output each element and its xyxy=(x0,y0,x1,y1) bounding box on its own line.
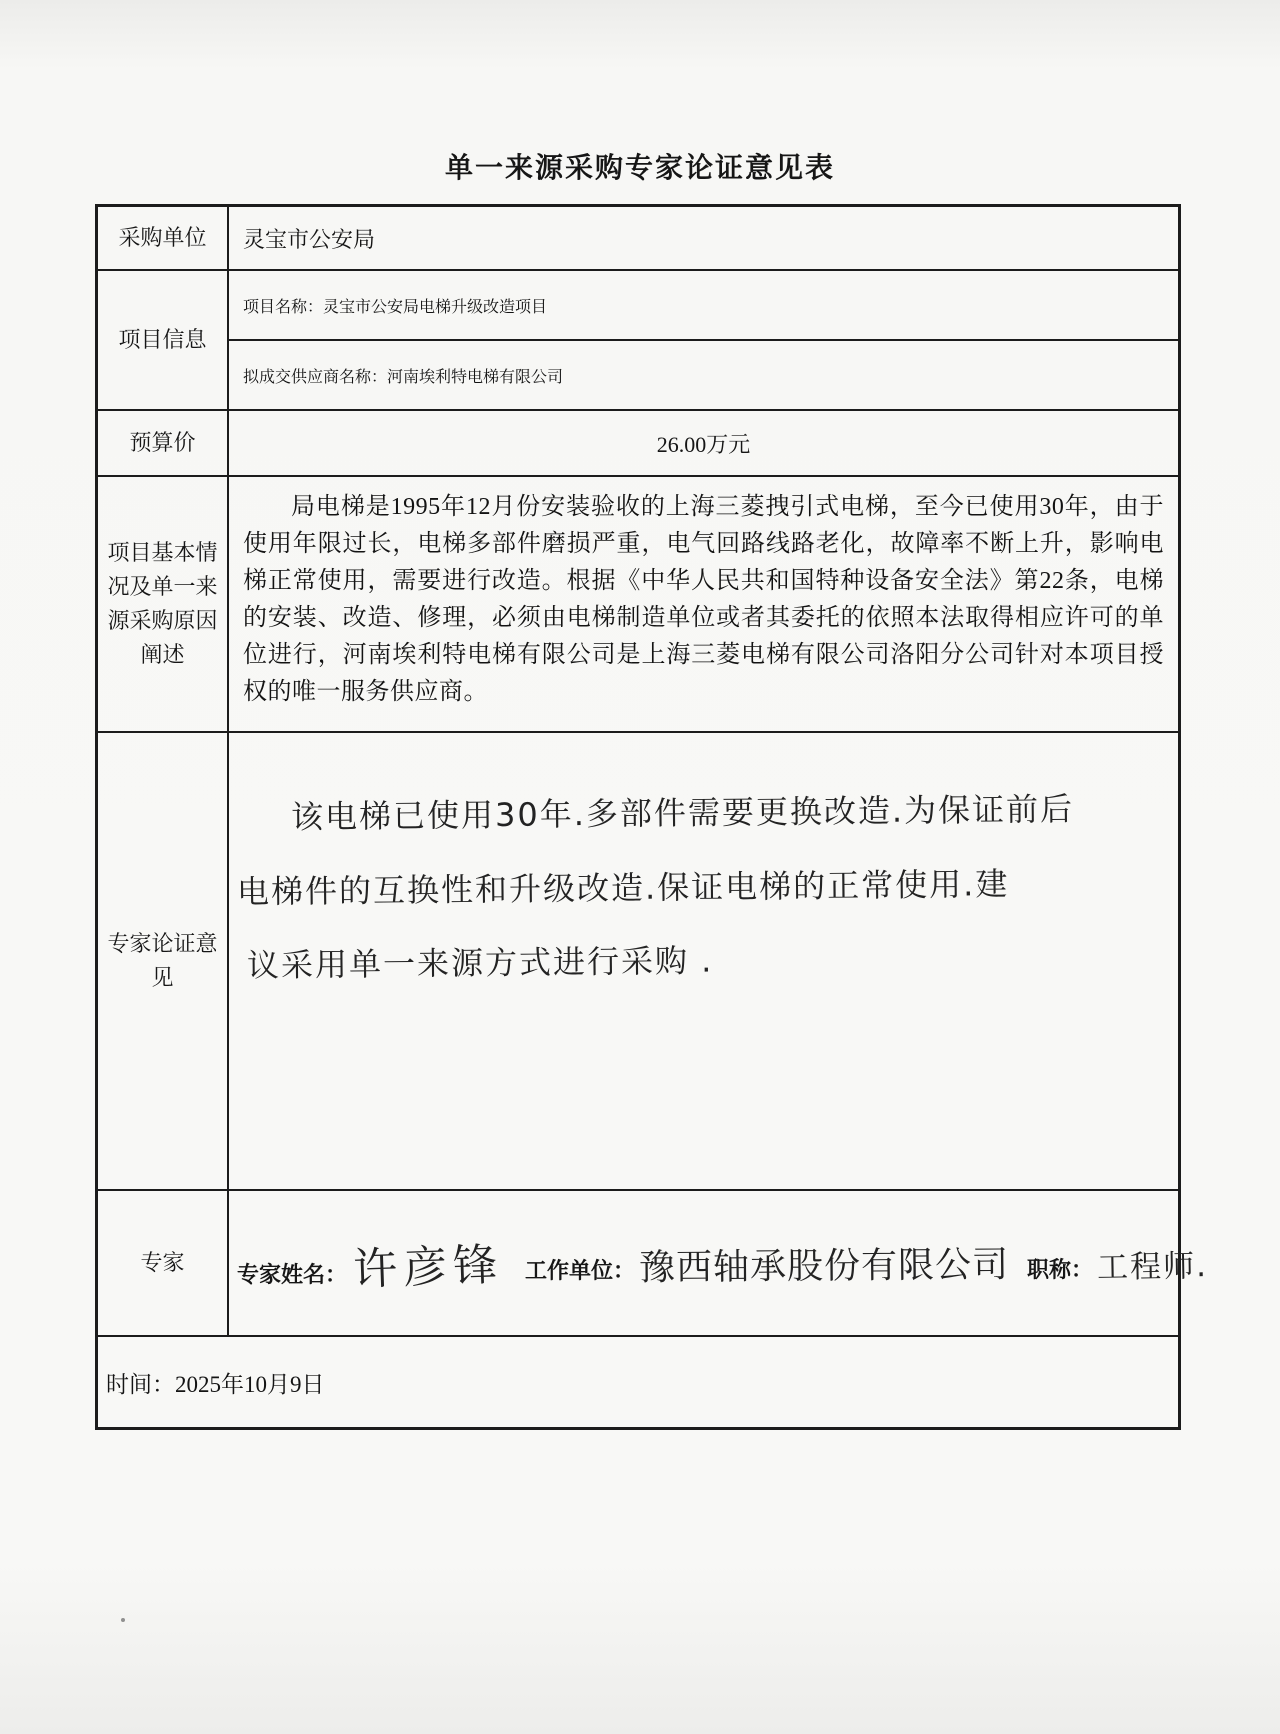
time-line: 时间：2025年10月9日 xyxy=(106,1371,325,1397)
expert-name-signature: 许彦锋 xyxy=(352,1239,505,1296)
ink-speck xyxy=(121,1618,125,1622)
page-title: 单一来源采购专家论证意见表 xyxy=(444,153,835,184)
project-info-stack xyxy=(229,271,1178,409)
budget-value: 26.00万元 xyxy=(656,431,751,457)
purchaser-value: 灵宝市公安局 xyxy=(243,226,376,252)
expert-opinion-cell xyxy=(229,733,1178,1189)
handwritten-opinion-line-3: 议采用单一来源方式进行采购 . xyxy=(246,941,714,985)
expert-title-signature: 工程师. xyxy=(1096,1247,1209,1286)
supplier-line: 拟成交供应商名称：河南埃利特电梯有限公司 xyxy=(243,368,564,386)
row-situation xyxy=(98,477,1178,733)
expert-workplace-signature: 豫西轴承股份有限公司 xyxy=(638,1243,1010,1289)
purchaser-label: 采购单位 xyxy=(98,207,229,269)
row-time xyxy=(98,1337,1178,1427)
situation-label: 项目基本情况及单一来源采购原因阐述 xyxy=(98,477,229,731)
project-info-label: 项目信息 xyxy=(98,271,229,409)
expert-label: 专家 xyxy=(98,1191,229,1335)
form-table xyxy=(95,204,1209,1430)
expert-name-field xyxy=(237,1231,521,1295)
situation-paragraph: 局电梯是1995年12月份安装验收的上海三菱拽引式电梯，至今已使用30年，由于使用年限过长，电梯多部件磨损严重，电气回路线路老化，故障率不断上升，影响电梯正常使用，需要进行改造。根据《中华人民共和国特种设备安全法》第22条，电梯的安装、改造、修理，必须由电梯制造单位或者其委托的依照本法取得相应许可的单位进行，河南埃利特电梯有限公司是上海三菱电梯有限公司洛阳分公司针对本项目授权的唯一服务供应商。 xyxy=(243,494,1164,705)
expert-workplace-field xyxy=(525,1238,1023,1289)
project-name-line: 项目名称：灵宝市公安局电梯升级改造项目 xyxy=(229,271,1178,341)
row-purchaser xyxy=(98,207,1178,271)
expert-title-field xyxy=(1027,1241,1208,1286)
budget-label: 预算价 xyxy=(98,411,229,475)
expert-title-label: 职称： xyxy=(1027,1256,1094,1282)
expert-fields xyxy=(229,1191,1208,1335)
expert-workplace-label: 工作单位： xyxy=(525,1257,636,1283)
row-budget xyxy=(98,411,1178,477)
handwritten-opinion-line-2: 电梯件的互换性和升级改造.保证电梯的正常使用.建 xyxy=(236,864,1010,912)
row-project-info xyxy=(98,271,1178,411)
expert-name-label: 专家姓名： xyxy=(237,1262,348,1287)
situation-paragraph-cell xyxy=(229,477,1178,731)
row-expert-opinion xyxy=(98,733,1178,1191)
row-expert xyxy=(98,1191,1209,1337)
handwritten-opinion-line-1: 该电梯已使用30年.多部件需要更换改造.为保证前后 xyxy=(290,789,1075,837)
expert-opinion-label: 专家论证意见 xyxy=(98,733,229,1189)
